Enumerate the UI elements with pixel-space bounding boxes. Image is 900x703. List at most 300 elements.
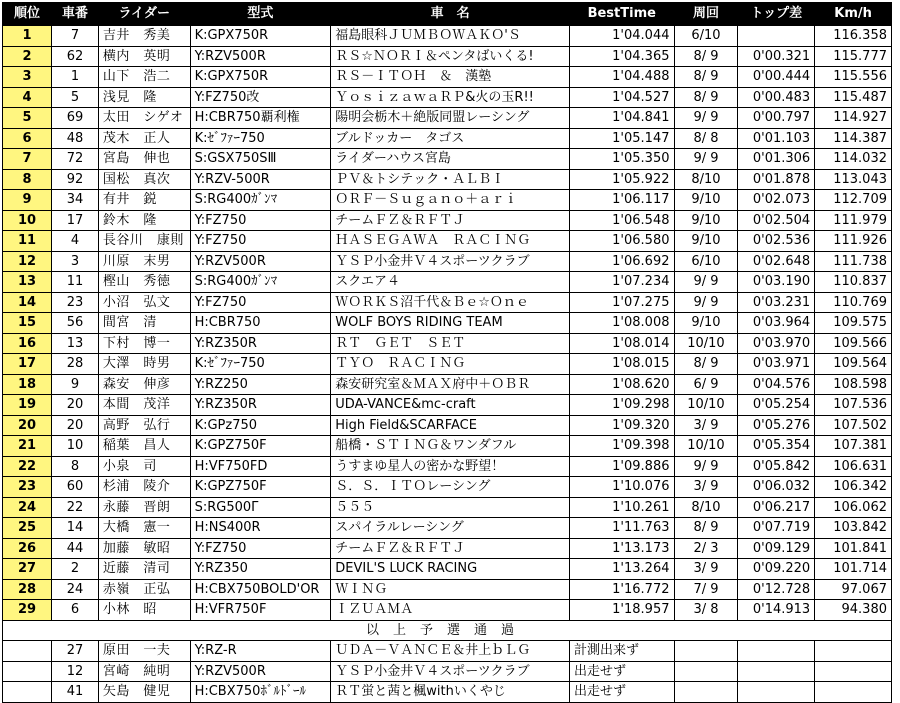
table-row xyxy=(3,333,892,354)
cell-machine: Y:RZ350R xyxy=(190,333,331,354)
cell-rider: 山下 浩二 xyxy=(98,67,190,88)
cell-team: High Field&SCARFACE xyxy=(331,415,570,436)
table-row xyxy=(3,169,892,190)
table-row xyxy=(3,436,892,457)
cell-laps xyxy=(674,682,738,703)
cell-kmh: 101.714 xyxy=(815,559,892,580)
cell-kmh xyxy=(815,682,892,703)
cell-laps: 8/ 9 xyxy=(674,354,738,375)
cell-gap: 0'02.648 xyxy=(738,251,815,272)
cell-kmh: 112.709 xyxy=(815,190,892,211)
header-best: BestTime xyxy=(570,3,674,26)
cell-best: 1'09.298 xyxy=(570,395,674,416)
cell-rider: 吉井 秀美 xyxy=(98,26,190,47)
cell-gap: 0'03.231 xyxy=(738,292,815,313)
cell-machine: S:GSX750SⅢ xyxy=(190,149,331,170)
results-table xyxy=(2,2,892,703)
cell-team: WOLF BOYS RIDING TEAM xyxy=(331,313,570,334)
table-header xyxy=(3,3,892,26)
cell-num: 12 xyxy=(52,661,99,682)
cell-kmh: 103.842 xyxy=(815,518,892,539)
cell-best: 1'07.234 xyxy=(570,272,674,293)
cell-pos: 23 xyxy=(3,477,52,498)
cell-kmh: 115.556 xyxy=(815,67,892,88)
cell-gap: 0'00.321 xyxy=(738,46,815,67)
cell-pos: 20 xyxy=(3,415,52,436)
cell-best: 1'10.261 xyxy=(570,497,674,518)
table-row xyxy=(3,108,892,129)
cell-rider: 永藤 晋朗 xyxy=(98,497,190,518)
cell-best: 1'08.008 xyxy=(570,313,674,334)
cell-pos: 3 xyxy=(3,67,52,88)
cell-rider: 高野 弘行 xyxy=(98,415,190,436)
cell-laps xyxy=(674,641,738,662)
cell-gap: 0'01.103 xyxy=(738,128,815,149)
cell-rider: 小沼 弘文 xyxy=(98,292,190,313)
cell-gap: 0'12.728 xyxy=(738,579,815,600)
cell-kmh: 109.575 xyxy=(815,313,892,334)
cell-rider: 川原 末男 xyxy=(98,251,190,272)
cell-team: DEVIL'S LUCK RACING xyxy=(331,559,570,580)
cell-pos: 24 xyxy=(3,497,52,518)
cell-rider: 杉浦 陵介 xyxy=(98,477,190,498)
cell-kmh: 107.536 xyxy=(815,395,892,416)
cell-team: ＨＡＳＥＧＡＷＡ ＲＡＣＩＮＧ xyxy=(331,231,570,252)
cell-best: 1'13.173 xyxy=(570,538,674,559)
cell-team: ＲＴ ＧＥＴ ＳＥＴ xyxy=(331,333,570,354)
cell-team: ＷＩＮＧ xyxy=(331,579,570,600)
cell-gap: 0'03.190 xyxy=(738,272,815,293)
cell-team: ＲＳ☆ＮＯＲＩ＆ペンタばいくる! xyxy=(331,46,570,67)
cell-best: 1'04.488 xyxy=(570,67,674,88)
cell-pos: 9 xyxy=(3,190,52,211)
cell-kmh: 94.380 xyxy=(815,600,892,621)
cell-best: 1'08.014 xyxy=(570,333,674,354)
cell-pos: 27 xyxy=(3,559,52,580)
cell-laps: 8/ 9 xyxy=(674,46,738,67)
cell-pos: 14 xyxy=(3,292,52,313)
cell-rider: 長谷川 康則 xyxy=(98,231,190,252)
cell-num: 7 xyxy=(52,26,99,47)
cell-laps xyxy=(674,661,738,682)
non-qualified-row xyxy=(3,641,892,662)
cell-pos: 28 xyxy=(3,579,52,600)
cell-rider: 宮島 伸也 xyxy=(98,149,190,170)
table-row xyxy=(3,210,892,231)
table-row xyxy=(3,477,892,498)
cell-laps: 10/10 xyxy=(674,436,738,457)
table-row xyxy=(3,497,892,518)
cell-machine: H:CBX750BOLD'OR xyxy=(190,579,331,600)
cell-laps: 10/10 xyxy=(674,333,738,354)
table-row xyxy=(3,26,892,47)
cell-gap: 0'00.483 xyxy=(738,87,815,108)
cell-pos: 5 xyxy=(3,108,52,129)
cell-laps: 9/10 xyxy=(674,190,738,211)
cell-pos: 2 xyxy=(3,46,52,67)
cell-kmh: 106.062 xyxy=(815,497,892,518)
cell-rider: 本間 茂洋 xyxy=(98,395,190,416)
cell-pos: 8 xyxy=(3,169,52,190)
cell-best: 1'09.886 xyxy=(570,456,674,477)
cell-kmh: 111.738 xyxy=(815,251,892,272)
cell-gap: 0'05.276 xyxy=(738,415,815,436)
cell-kmh xyxy=(815,661,892,682)
cell-machine: H:VF750FD xyxy=(190,456,331,477)
cell-machine: Y:RZ350 xyxy=(190,559,331,580)
cell-gap: 0'06.217 xyxy=(738,497,815,518)
cell-rider: 原田 一夫 xyxy=(98,641,190,662)
cell-machine: Y:FZ750 xyxy=(190,210,331,231)
cell-gap: 0'09.129 xyxy=(738,538,815,559)
cell-team: チームＦＺ＆ＲＦＴＪ xyxy=(331,210,570,231)
cell-kmh: 106.342 xyxy=(815,477,892,498)
cell-pos: 21 xyxy=(3,436,52,457)
cell-num: 34 xyxy=(52,190,99,211)
table-row xyxy=(3,559,892,580)
cell-pos: 10 xyxy=(3,210,52,231)
cell-pos: 15 xyxy=(3,313,52,334)
cell-best: 1'08.015 xyxy=(570,354,674,375)
cell-machine: Y:FZ750 xyxy=(190,292,331,313)
cell-kmh: 101.841 xyxy=(815,538,892,559)
table-row xyxy=(3,600,892,621)
cell-num: 56 xyxy=(52,313,99,334)
cell-laps: 9/ 9 xyxy=(674,456,738,477)
cell-pos: 1 xyxy=(3,26,52,47)
cell-gap: 0'00.444 xyxy=(738,67,815,88)
header-kmh: Km/h xyxy=(815,3,892,26)
cell-machine: Y:FZ750改 xyxy=(190,87,331,108)
cell-rider: 鈴木 隆 xyxy=(98,210,190,231)
cell-best: 1'05.350 xyxy=(570,149,674,170)
cell-team: ライダーハウス宮島 xyxy=(331,149,570,170)
cell-rider: 小泉 司 xyxy=(98,456,190,477)
cell-gap xyxy=(738,26,815,47)
cell-kmh: 110.769 xyxy=(815,292,892,313)
cell-kmh: 114.387 xyxy=(815,128,892,149)
cell-kmh: 114.032 xyxy=(815,149,892,170)
cell-num: 2 xyxy=(52,559,99,580)
cell-num: 92 xyxy=(52,169,99,190)
cell-team: うすまゆ星人の密かな野望！ xyxy=(331,456,570,477)
cell-pos xyxy=(3,661,52,682)
cell-laps: 6/ 9 xyxy=(674,374,738,395)
non-qualified-row xyxy=(3,682,892,703)
cell-pos: 12 xyxy=(3,251,52,272)
cell-gap: 0'01.306 xyxy=(738,149,815,170)
cell-pos: 19 xyxy=(3,395,52,416)
cell-num: 22 xyxy=(52,497,99,518)
cell-kmh: 97.067 xyxy=(815,579,892,600)
cell-best: 1'09.320 xyxy=(570,415,674,436)
cell-team: ＹＳＰ小金井Ｖ４スポーツクラブ xyxy=(331,251,570,272)
cell-team: ＹｏｓｉｚａｗａＲＰ&火の玉R!! xyxy=(331,87,570,108)
cell-num: 11 xyxy=(52,272,99,293)
cell-num: 3 xyxy=(52,251,99,272)
cell-pos xyxy=(3,641,52,662)
cell-kmh: 107.502 xyxy=(815,415,892,436)
cell-gap: 0'14.913 xyxy=(738,600,815,621)
cell-pos: 7 xyxy=(3,149,52,170)
cell-num: 6 xyxy=(52,600,99,621)
cell-rider: 間宮 清 xyxy=(98,313,190,334)
cell-laps: 8/10 xyxy=(674,169,738,190)
cell-laps: 9/ 9 xyxy=(674,149,738,170)
cell-gap xyxy=(738,641,815,662)
cell-num: 8 xyxy=(52,456,99,477)
cell-machine: H:CBR750覇利権 xyxy=(190,108,331,129)
cell-gap: 0'03.964 xyxy=(738,313,815,334)
cell-rider: 横内 英明 xyxy=(98,46,190,67)
table-row xyxy=(3,518,892,539)
cell-gap: 0'05.254 xyxy=(738,395,815,416)
cell-laps: 8/ 9 xyxy=(674,87,738,108)
cell-rider: 稲葉 昌人 xyxy=(98,436,190,457)
cell-laps: 9/10 xyxy=(674,210,738,231)
cell-num: 20 xyxy=(52,415,99,436)
cell-laps: 9/10 xyxy=(674,313,738,334)
cell-machine: K:GPz750 xyxy=(190,415,331,436)
cell-team: ５５５ xyxy=(331,497,570,518)
cell-rider: 森安 伸彦 xyxy=(98,374,190,395)
table-row xyxy=(3,354,892,375)
cell-team: ＵＤＡ－ＶＡＮＣＥ＆井上ｂＬＧ xyxy=(331,641,570,662)
cell-rider: 国松 真次 xyxy=(98,169,190,190)
table-row xyxy=(3,374,892,395)
cell-num: 48 xyxy=(52,128,99,149)
non-qualified-body xyxy=(3,641,892,703)
cell-kmh: 109.564 xyxy=(815,354,892,375)
cell-gap: 0'05.842 xyxy=(738,456,815,477)
table-row xyxy=(3,128,892,149)
cell-laps: 3/ 9 xyxy=(674,415,738,436)
cell-machine: Y:RZV500R xyxy=(190,251,331,272)
cell-rider: 赤嶺 正弘 xyxy=(98,579,190,600)
header-machine: 型式 xyxy=(190,3,331,26)
cell-num: 9 xyxy=(52,374,99,395)
cell-pos: 25 xyxy=(3,518,52,539)
cell-rider: 矢島 健児 xyxy=(98,682,190,703)
cell-kmh: 113.043 xyxy=(815,169,892,190)
cell-machine: K:GPX750R xyxy=(190,26,331,47)
cell-team: ＲＴ蛍と茜と楓withいくやじ xyxy=(331,682,570,703)
cell-machine: K:GPX750R xyxy=(190,67,331,88)
header-pos: 順位 xyxy=(3,3,52,26)
cell-pos: 17 xyxy=(3,354,52,375)
cell-gap xyxy=(738,682,815,703)
cell-machine: Y:RZV500R xyxy=(190,46,331,67)
cell-num: 44 xyxy=(52,538,99,559)
cell-kmh: 111.926 xyxy=(815,231,892,252)
cell-num: 41 xyxy=(52,682,99,703)
cell-machine: Y:RZ250 xyxy=(190,374,331,395)
cell-team: ブルドッカー タゴス xyxy=(331,128,570,149)
cell-team: ＲＳ－ＩＴＯＨ ＆ 漢塾 xyxy=(331,67,570,88)
cell-num: 72 xyxy=(52,149,99,170)
cell-machine: S:RG400ｶﾞﾝﾏ xyxy=(190,190,331,211)
cell-num: 14 xyxy=(52,518,99,539)
table-row xyxy=(3,415,892,436)
cell-gap: 0'09.220 xyxy=(738,559,815,580)
cell-num: 13 xyxy=(52,333,99,354)
divider-row xyxy=(3,620,892,641)
cell-kmh: 109.566 xyxy=(815,333,892,354)
cell-pos: 13 xyxy=(3,272,52,293)
cell-team: ＴＹＯ ＲＡＣＩＮＧ xyxy=(331,354,570,375)
cell-pos: 18 xyxy=(3,374,52,395)
table-row xyxy=(3,538,892,559)
cell-team: ＹＳＰ小金井Ｖ４スポーツクラブ xyxy=(331,661,570,682)
cell-num: 23 xyxy=(52,292,99,313)
cell-rider: 茂木 正人 xyxy=(98,128,190,149)
cell-kmh: 108.598 xyxy=(815,374,892,395)
cell-pos: 4 xyxy=(3,87,52,108)
cell-best: 1'04.841 xyxy=(570,108,674,129)
cell-best: 出走せず xyxy=(570,661,674,682)
cell-laps: 8/10 xyxy=(674,497,738,518)
cell-kmh: 115.777 xyxy=(815,46,892,67)
cell-machine: K:GPZ750F xyxy=(190,436,331,457)
cell-num: 27 xyxy=(52,641,99,662)
cell-best: 1'13.264 xyxy=(570,559,674,580)
cell-rider: 加藤 敏昭 xyxy=(98,538,190,559)
cell-machine: S:RG400ｶﾞﾝﾏ xyxy=(190,272,331,293)
cell-machine: Y:RZV-500R xyxy=(190,169,331,190)
table-row xyxy=(3,46,892,67)
cell-num: 60 xyxy=(52,477,99,498)
cell-gap: 0'05.354 xyxy=(738,436,815,457)
cell-num: 17 xyxy=(52,210,99,231)
cell-best: 1'08.620 xyxy=(570,374,674,395)
cell-machine: H:CBX750ﾎﾞﾙﾄﾞｰﾙ xyxy=(190,682,331,703)
cell-kmh: 107.381 xyxy=(815,436,892,457)
cell-rider: 樫山 秀徳 xyxy=(98,272,190,293)
cell-laps: 9/ 9 xyxy=(674,108,738,129)
cell-num: 24 xyxy=(52,579,99,600)
cell-best: 1'06.548 xyxy=(570,210,674,231)
table-row xyxy=(3,313,892,334)
cell-machine: K:ｾﾞﾌｧｰ750 xyxy=(190,354,331,375)
table-row xyxy=(3,456,892,477)
cell-laps: 8/ 9 xyxy=(674,67,738,88)
cell-best: 1'06.117 xyxy=(570,190,674,211)
cell-num: 1 xyxy=(52,67,99,88)
cell-kmh xyxy=(815,641,892,662)
cell-gap: 0'04.576 xyxy=(738,374,815,395)
cell-num: 69 xyxy=(52,108,99,129)
cell-kmh: 106.631 xyxy=(815,456,892,477)
cell-gap: 0'02.504 xyxy=(738,210,815,231)
cell-laps: 3/ 9 xyxy=(674,559,738,580)
cell-num: 62 xyxy=(52,46,99,67)
table-row xyxy=(3,251,892,272)
cell-machine: H:VFR750F xyxy=(190,600,331,621)
cell-team: ＩＺＵＡＭＡ xyxy=(331,600,570,621)
cell-best: 1'10.076 xyxy=(570,477,674,498)
cell-team: Ｓ．Ｓ．ＩＴＯレーシング xyxy=(331,477,570,498)
cell-num: 5 xyxy=(52,87,99,108)
cell-best: 1'06.692 xyxy=(570,251,674,272)
table-row xyxy=(3,395,892,416)
cell-machine: Y:RZ350R xyxy=(190,395,331,416)
cell-laps: 7/ 9 xyxy=(674,579,738,600)
cell-best: 1'16.772 xyxy=(570,579,674,600)
cell-gap: 0'06.032 xyxy=(738,477,815,498)
cell-laps: 9/10 xyxy=(674,231,738,252)
cell-team: ＯＲＦ－Ｓｕｇａｎｏ＋ａｒｉ xyxy=(331,190,570,211)
cell-laps: 3/ 9 xyxy=(674,477,738,498)
cell-gap: 0'01.878 xyxy=(738,169,815,190)
cell-machine: Y:RZV500R xyxy=(190,661,331,682)
cell-rider: 有井 鋭 xyxy=(98,190,190,211)
cell-best: 出走せず xyxy=(570,682,674,703)
header-rider: ライダー xyxy=(98,3,190,26)
cell-laps: 10/10 xyxy=(674,395,738,416)
cell-best: 1'07.275 xyxy=(570,292,674,313)
cell-laps: 9/ 9 xyxy=(674,272,738,293)
header-gap: トップ差 xyxy=(738,3,815,26)
cell-best: 1'05.922 xyxy=(570,169,674,190)
cell-pos: 22 xyxy=(3,456,52,477)
cell-gap: 0'02.536 xyxy=(738,231,815,252)
cell-best: 1'04.527 xyxy=(570,87,674,108)
cell-gap: 0'03.970 xyxy=(738,333,815,354)
cell-gap xyxy=(738,661,815,682)
cell-rider: 宮崎 純明 xyxy=(98,661,190,682)
cell-pos: 29 xyxy=(3,600,52,621)
cell-team: 福島眼科ＪＵＭＢＯＷＡＫＯ'Ｓ xyxy=(331,26,570,47)
cell-gap: 0'03.971 xyxy=(738,354,815,375)
cell-machine: K:ｾﾞﾌｧｰ750 xyxy=(190,128,331,149)
cell-rider: 近藤 清司 xyxy=(98,559,190,580)
cell-rider: 浅見 隆 xyxy=(98,87,190,108)
cell-rider: 下村 博一 xyxy=(98,333,190,354)
cell-best: 1'18.957 xyxy=(570,600,674,621)
cell-best: 1'04.365 xyxy=(570,46,674,67)
cell-rider: 大澤 時男 xyxy=(98,354,190,375)
results-body xyxy=(3,26,892,621)
non-qualified-row xyxy=(3,661,892,682)
cell-team: ＷＯＲＫＳ沼千代＆Ｂｅ☆Ｏｎｅ xyxy=(331,292,570,313)
cell-kmh: 111.979 xyxy=(815,210,892,231)
table-row xyxy=(3,87,892,108)
cell-rider: 大橋 憲一 xyxy=(98,518,190,539)
header-laps: 周回 xyxy=(674,3,738,26)
table-row xyxy=(3,292,892,313)
cell-kmh: 110.837 xyxy=(815,272,892,293)
cell-num: 4 xyxy=(52,231,99,252)
cell-kmh: 114.927 xyxy=(815,108,892,129)
cell-machine: S:RG500Γ xyxy=(190,497,331,518)
table-row xyxy=(3,579,892,600)
table-row xyxy=(3,231,892,252)
cell-team: 船橋・ＳＴＩＮＧ＆ワンダフル xyxy=(331,436,570,457)
cell-kmh: 116.358 xyxy=(815,26,892,47)
header-num: 車番 xyxy=(52,3,99,26)
cell-num: 28 xyxy=(52,354,99,375)
cell-kmh: 115.487 xyxy=(815,87,892,108)
cell-team: ＰＶ＆トシテック・ＡＬＢＩ xyxy=(331,169,570,190)
cell-best: 1'05.147 xyxy=(570,128,674,149)
cell-best: 1'04.044 xyxy=(570,26,674,47)
cell-laps: 6/10 xyxy=(674,251,738,272)
cell-laps: 8/ 8 xyxy=(674,128,738,149)
cell-machine: H:NS400R xyxy=(190,518,331,539)
cell-best: 計測出来ず xyxy=(570,641,674,662)
cell-laps: 6/10 xyxy=(674,26,738,47)
cell-pos: 26 xyxy=(3,538,52,559)
